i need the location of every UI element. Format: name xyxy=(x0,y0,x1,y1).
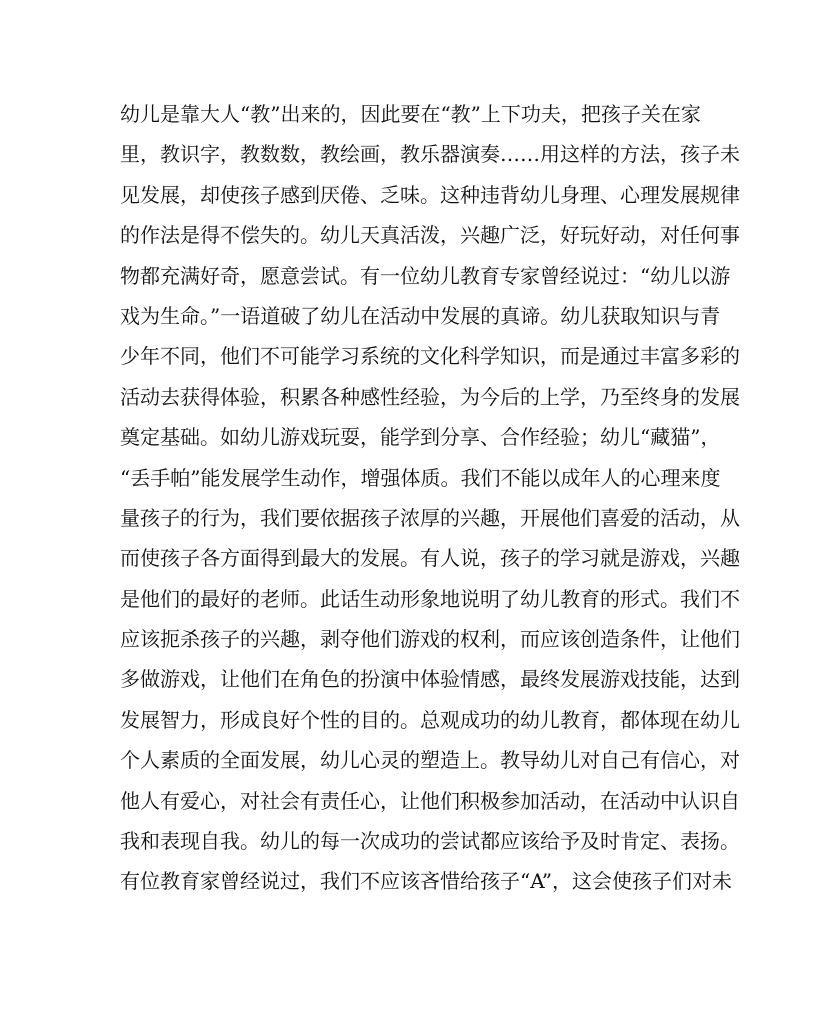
text-line: 的作法是得不偿失的。幼儿天真活泼，兴趣广泛，好玩好动，对任何事 xyxy=(120,223,740,248)
text-line: 奠定基础。如幼儿游戏玩耍，能学到分享、合作经验；幼儿“藏猫”， xyxy=(120,425,721,450)
text-line: 有位教育家曾经说过，我们不应该吝惜给孩子“A”，这会使孩子们对未 xyxy=(120,869,732,894)
text-line: 戏为生命。”一语道破了幼儿在活动中发展的真谛。幼儿获取知识与青 xyxy=(120,303,721,328)
text-line: 物都充满好奇，愿意尝试。有一位幼儿教育专家曾经说过：“幼儿以游 xyxy=(120,263,731,288)
text-line: 多做游戏，让他们在角色的扮演中体验情感，最终发展游戏技能，达到 xyxy=(120,667,740,692)
text-line: 活动去获得体验，积累各种感性经验，为今后的上学，乃至终身的发展 xyxy=(120,384,740,409)
text-line: 他人有爱心，对社会有责任心，让他们积极参加活动，在活动中认识自 xyxy=(120,788,740,813)
text-line: 少年不同，他们不可能学习系统的文化科学知识，而是通过丰富多彩的 xyxy=(120,344,740,369)
text-line: 个人素质的全面发展，幼儿心灵的塑造上。教导幼儿对自己有信心，对 xyxy=(120,748,740,773)
text-line: 应该扼杀孩子的兴趣，剥夺他们游戏的权利，而应该创造条件，让他们 xyxy=(120,627,740,652)
text-line: 而使孩子各方面得到最大的发展。有人说，孩子的学习就是游戏，兴趣 xyxy=(120,546,740,571)
body-text xyxy=(120,94,740,902)
text-line: 发展智力，形成良好个性的目的。总观成功的幼儿教育，都体现在幼儿 xyxy=(120,707,740,732)
text-line: “丢手帕”能发展学生动作，增强体质。我们不能以成年人的心理来度 xyxy=(120,465,721,490)
text-line: 我和表现自我。幼儿的每一次成功的尝试都应该给予及时肯定、表扬。 xyxy=(120,829,740,854)
text-line: 幼儿是靠大人“教”出来的，因此要在“教”上下功夫，把孩子关在家 xyxy=(120,102,701,126)
text-line: 是他们的最好的老师。此话生动形象地说明了幼儿教育的形式。我们不 xyxy=(120,586,740,611)
text-line: 里，教识字，教数数，教绘画，教乐器演奏……用这样的方法，孩子未 xyxy=(120,142,740,167)
text-line: 见发展，却使孩子感到厌倦、乏味。这种违背幼儿身理、心理发展规律 xyxy=(120,182,740,207)
text-line: 量孩子的行为，我们要依据孩子浓厚的兴趣，开展他们喜爱的活动，从 xyxy=(120,505,740,530)
